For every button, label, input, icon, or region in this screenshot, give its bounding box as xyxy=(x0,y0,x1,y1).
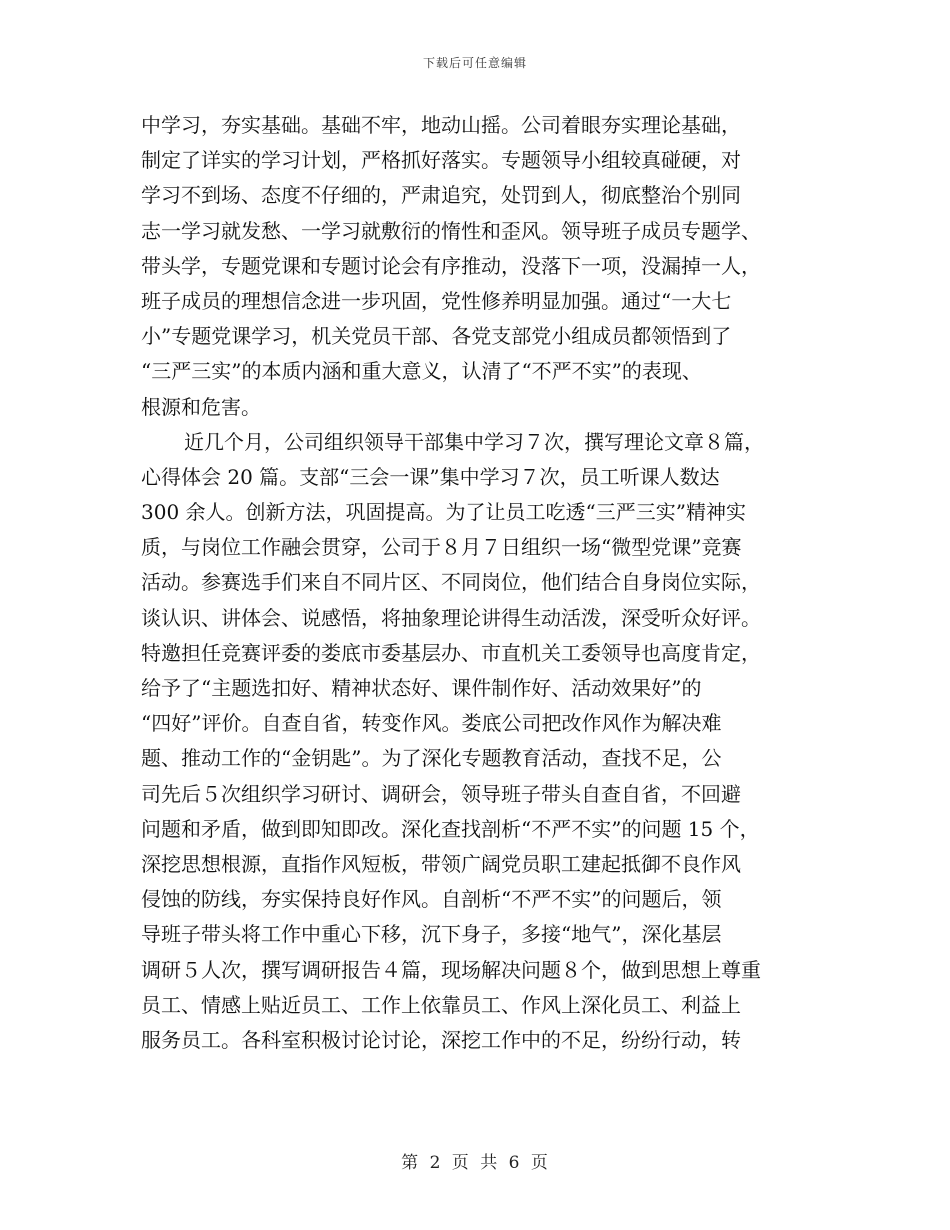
text-line: 小”专题党课学习，机关党员干部、各党支部党小组成员都领悟到了 xyxy=(141,324,732,349)
text-line: 质，与岗位工作融会贯穿，公司于８月７日组织一场“微型党课”竞赛 xyxy=(141,535,742,560)
text-line: 调研５人次，撰写调研报告４篇，现场解决问题８个，做到思想上尊重 xyxy=(141,957,761,982)
body-text xyxy=(141,108,809,1058)
text-line: 司先后５次组织学习研讨、调研会，领导班子带头自查自省，不回避 xyxy=(141,781,741,806)
text-line: 志一学习就发愁、一学习就敷衍的惰性和歪风。领导班子成员专题学、 xyxy=(141,218,761,243)
paragraph-2 xyxy=(141,425,809,1058)
text-line: 活动。参赛选手们来自不同片区、不同岗位，他们结合自身岗位实际， xyxy=(141,570,761,595)
text-line: 谈认识、讲体会、说感悟，将抽象理论讲得生动活泼，深受听众好评。 xyxy=(141,605,761,630)
text-line: 深挖思想根源，直指作风短板，带领广阔党员职工建起抵御不良作风 xyxy=(141,851,741,876)
text-line: 中学习，夯实基础。基础不牢，地动山摇。公司着眼夯实理论基础， xyxy=(141,113,741,137)
text-line: 特邀担任竞赛评委的娄底市委基层办、市直机关工委领导也高度肯定， xyxy=(141,640,761,665)
page-header: 下载后可任意编辑 xyxy=(422,56,527,70)
text-line: 题、推动工作的“金钥匙”。为了深化专题教育活动，查找不足，公 xyxy=(141,746,722,771)
text-line: 服务员工。各科室积极讨论讨论，深挖工作中的不足，纷纷行动，转 xyxy=(141,1027,741,1052)
text-line: 制定了详实的学习计划，严格抓好落实。专题领导小组较真碰硬，对 xyxy=(141,148,741,173)
text-line: 带头学，专题党课和专题讨论会有序推动，没落下一项，没漏掉一人， xyxy=(141,253,761,278)
text-line: 根源和危害。 xyxy=(141,394,261,419)
text-line: 300 余人。创新方法，巩固提高。为了让员工吃透“三严三实”精神实 xyxy=(141,500,746,525)
text-line: 班子成员的理想信念进一步巩固，党性修养明显加强。通过“一大七 xyxy=(141,288,732,313)
text-line: 给予了“主题选扣好、精神状态好、课件制作好、活动效果好”的 xyxy=(141,676,702,700)
paragraph-1 xyxy=(141,108,809,425)
page-number: 第 2 页 共 6 页 xyxy=(401,1153,549,1173)
text-line: 心得体会 20 篇。支部“三会一课”集中学习７次，员工听课人数达 xyxy=(141,464,720,489)
text-line-indented: 近几个月，公司组织领导干部集中学习７次，撰写理论文章８篇， xyxy=(184,429,764,454)
text-line: “三严三实”的本质内涵和重大意义，认清了“不严不实”的表现、 xyxy=(141,359,702,384)
text-line: 员工、情感上贴近员工、工作上依靠员工、作风上深化员工、利益上 xyxy=(141,992,741,1017)
text-line: “四好”评价。自查自省，转变作风。娄底公司把改作风作为解决难 xyxy=(141,711,722,736)
text-line: 学习不到场、态度不仔细的，严肃追究，处罚到人，彻底整治个别同 xyxy=(141,183,741,208)
text-line: 导班子带头将工作中重心下移，沉下身子，多接“地气”，深化基层 xyxy=(141,922,722,947)
text-line: 问题和矛盾，做到即知即改。深化查找剖析“不严不实”的问题 15 个， xyxy=(141,816,760,841)
text-line: 侵蚀的防线，夯实保持良好作风。自剖析“不严不实”的问题后，领 xyxy=(141,887,722,912)
